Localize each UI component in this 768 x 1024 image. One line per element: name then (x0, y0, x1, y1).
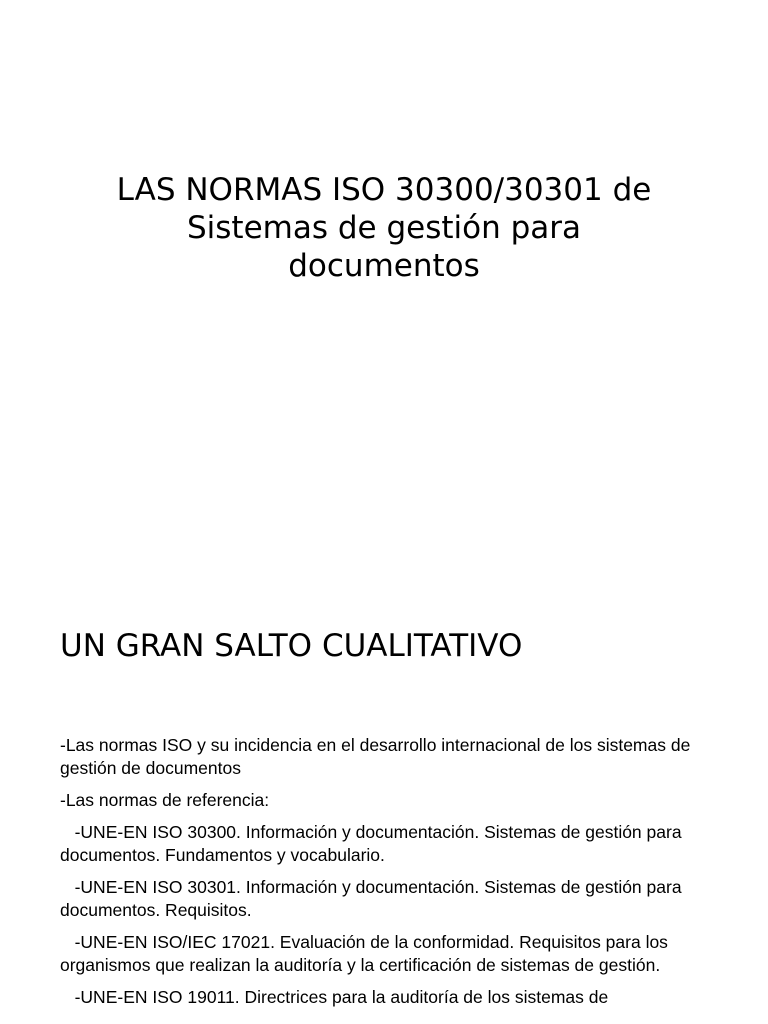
slide-body (60, 734, 710, 1018)
paragraph-iso-17021 (60, 931, 710, 977)
paragraph-iso-30301-text: -UNE-EN ISO 30301. Información y documentación. Sistemas de gestión para documentos. Requisitos. (60, 877, 682, 920)
paragraph-iso-30301 (60, 876, 710, 922)
slide-heading: UN GRAN SALTO CUALITATIVO (60, 628, 523, 664)
paragraph-iso-19011 (60, 986, 710, 1009)
title-line-3: documentos (288, 248, 480, 284)
presentation-title (40, 171, 728, 285)
paragraph-reference-norms: -Las normas de referencia: (60, 790, 270, 810)
title-line-2: Sistemas de gestión para (186, 210, 582, 246)
paragraph-iso-19011-text: -UNE-EN ISO 19011. Directrices para la auditoría de los sistemas de (74, 987, 609, 1007)
paragraph-iso-17021-text: -UNE-EN ISO/IEC 17021. Evaluación de la conformidad. Requisitos para los organismos que realizan la auditoría y la certificación de sistemas de gestión. (60, 932, 668, 975)
paragraph-iso-30300 (60, 821, 710, 867)
paragraph-iso-30300-text: -UNE-EN ISO 30300. Información y documentación. Sistemas de gestión para documentos. Fundamentos y vocabulario. (60, 822, 682, 865)
paragraph-iso-incidence: -Las normas ISO y su incidencia en el desarrollo internacional de los sistemas de gestión de documentos (60, 735, 691, 778)
content-slide (0, 576, 768, 1024)
title-line-1: LAS NORMAS ISO 30300/30301 de (116, 172, 652, 208)
